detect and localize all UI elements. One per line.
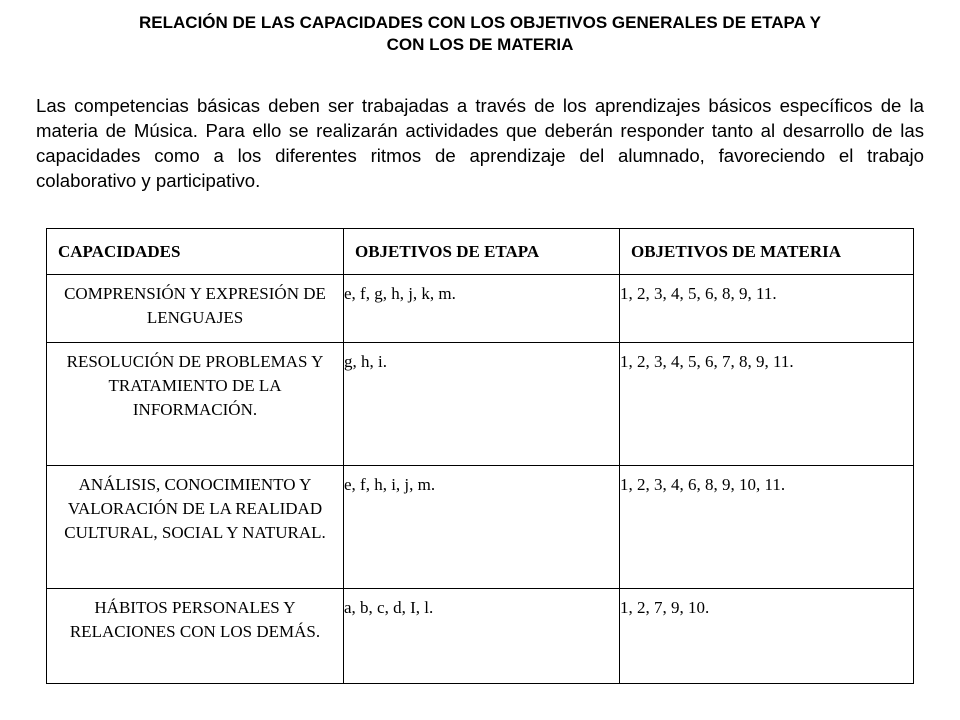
header-objetivos-etapa: OBJETIVOS DE ETAPA xyxy=(344,229,620,275)
materia-cell: 1, 2, 7, 9, 10. xyxy=(620,589,914,684)
table-row xyxy=(47,466,914,589)
etapa-cell: e, f, g, h, j, k, m. xyxy=(344,275,620,343)
page-title-line-1: RELACIÓN DE LAS CAPACIDADES CON LOS OBJETIVOS GENERALES DE ETAPA Y xyxy=(139,13,821,32)
intro-paragraph: Las competencias básicas deben ser trabajadas a través de los aprendizajes básicos específicos de la materia de Música. Para ello se realizarán actividades que deberán responder tanto al desarrollo de las capacidades como a los diferentes ritmos de aprendizaje del alumnado, favoreciendo el trabajo colaborativo y participativo. xyxy=(36,95,924,191)
page-title xyxy=(60,12,900,56)
capacidad-cell: COMPRENSIÓN Y EXPRESIÓN DE LENGUAJES xyxy=(47,275,344,343)
capacities-table xyxy=(46,228,914,684)
materia-cell: 1, 2, 3, 4, 5, 6, 7, 8, 9, 11. xyxy=(620,343,914,466)
capacidad-cell: HÁBITOS PERSONALES Y RELACIONES CON LOS DEMÁS. xyxy=(47,589,344,684)
materia-cell: 1, 2, 3, 4, 6, 8, 9, 10, 11. xyxy=(620,466,914,589)
table-header-row xyxy=(47,229,914,275)
page-title-line-2: CON LOS DE MATERIA xyxy=(386,35,574,54)
header-capacidades: CAPACIDADES xyxy=(47,229,344,275)
table-row xyxy=(47,275,914,343)
materia-cell: 1, 2, 3, 4, 5, 6, 8, 9, 11. xyxy=(620,275,914,343)
capacidad-cell: RESOLUCIÓN DE PROBLEMAS Y TRATAMIENTO DE LA INFORMACIÓN. xyxy=(47,343,344,466)
table-row xyxy=(47,343,914,466)
header-objetivos-materia: OBJETIVOS DE MATERIA xyxy=(620,229,914,275)
etapa-cell: g, h, i. xyxy=(344,343,620,466)
etapa-cell: a, b, c, d, I, l. xyxy=(344,589,620,684)
table-row xyxy=(47,589,914,684)
capacidad-cell: ANÁLISIS, CONOCIMIENTO Y VALORACIÓN DE LA REALIDAD CULTURAL, SOCIAL Y NATURAL. xyxy=(47,466,344,589)
etapa-cell: e, f, h, i, j, m. xyxy=(344,466,620,589)
